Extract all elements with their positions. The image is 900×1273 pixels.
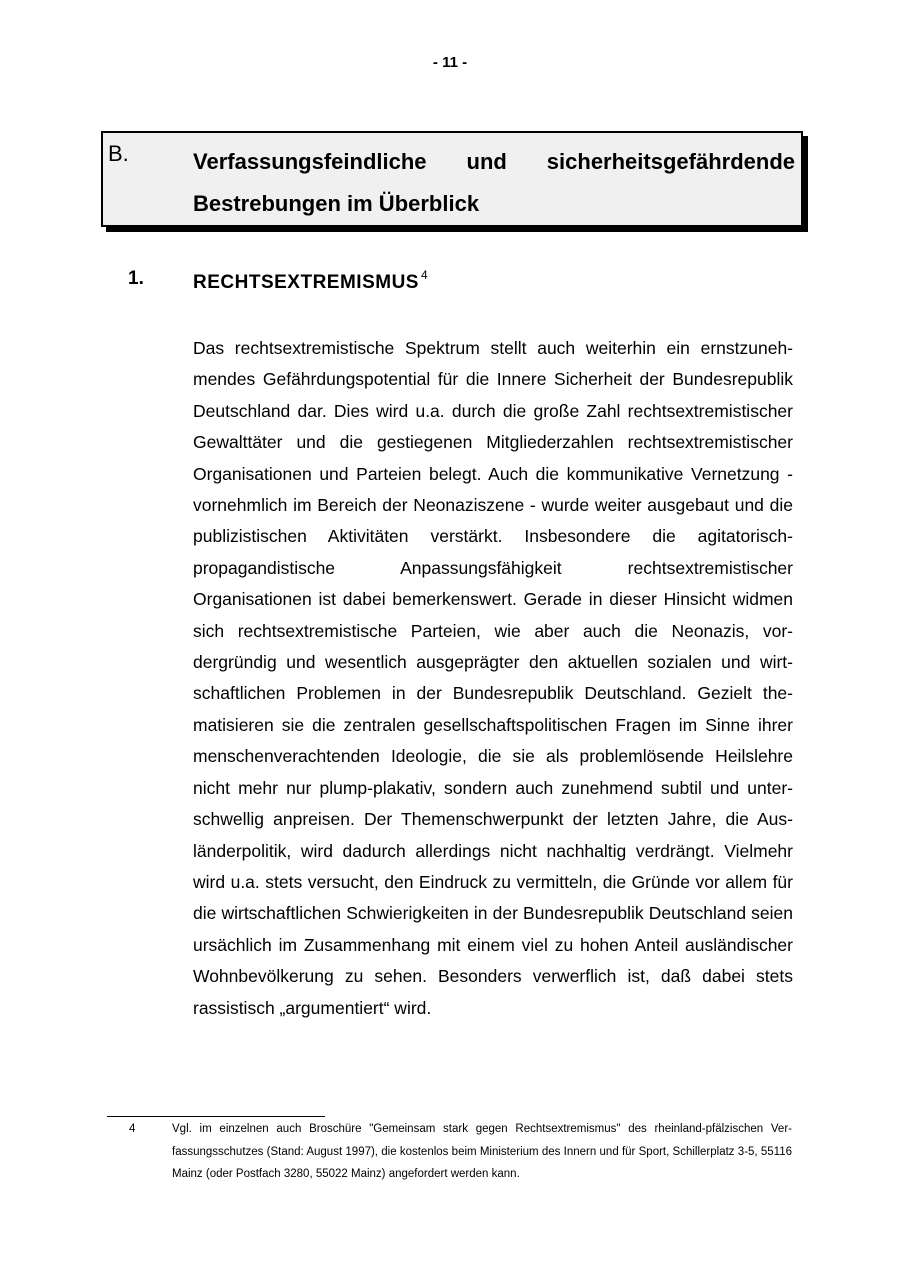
footnote-divider (107, 1116, 325, 1117)
chapter-title-line-2: Bestrebungen im Überblick (193, 191, 480, 216)
section-title (193, 268, 428, 294)
section-title-text: RECHTSEXTREMISMUS (193, 272, 419, 293)
chapter-title-line-1: Verfassungsfeindliche und sicherheitsgefährdende (193, 149, 795, 174)
footnote-number: 4 (129, 1123, 136, 1135)
body-paragraph: Das rechtsextremistische Spektrum stellt auch weiterhin ein ernstzunehmendes Gefährdungspotential für die Innere Sicherheit der Bundesrepublik Deutschland dar. Dies wird u.a. durch die große Zahl rechtsextremistischer Gewalttäter und die gestiegenen Mitgliederzahlen rechtsextremistischer Organisationen und Parteien belegt. Auch die kommunikative Vernetzung - vornehmlich im Bereich der Neonaziszene - wurde weiter ausgebaut und die publizistischen Aktivitäten verstärkt. Insbesondere die agitatorisch-propagandistische Anpassungsfähigkeit rechtsextremistischer Organisationen ist dabei bemerkenswert. Gerade in dieser Hinsicht widmen sich rechtsextremistische Parteien, wie aber auch die Neonazis, vordergründig und wesentlich ausgeprägter den aktuellen sozialen und wirtschaftlichen Problemen in der Bundesrepublik Deutschland. Gezielt thematisieren sie die zentralen gesellschaftspolitischen Fragen im Sinne ihrer menschenverachtenden Ideologie, die sie als problemlösende Heilslehre nicht mehr nur plump-plakativ, sondern auch zunehmend subtil und unterschwellig anpreisen. Der Themenschwerpunkt der letzten Jahre, die Ausländerpolitik, wird dadurch allerdings nicht nachhaltig verdrängt. Vielmehr wird u.a. stets versucht, den Eindruck zu vermitteln, die Gründe vor allem für die wirtschaftlichen Schwierigkeiten in der Bundesrepublik Deutschland seien ursächlich im Zusammenhang mit einem viel zu hohen Anteil ausländischer Wohnbevölkerung zu sehen. Besonders verwerflich ist, daß dabei stets rassistisch „argumentiert“ wird. (193, 338, 793, 1018)
chapter-title (193, 141, 795, 225)
chapter-letter: B. (108, 141, 129, 166)
footnote-text: Vgl. im einzelnen auch Broschüre "Gemeinsam stark gegen Rechtsextremismus" des rheinland-pfälzischen Verfassungsschutzes (Stand: August 1997), die kostenlos beim Ministerium des Innern und für Sport, Schillerplatz 3-5, 55116 Mainz (oder Postfach 3280, 55022 Mainz) angefordert werden kann. (172, 1123, 792, 1180)
page-number: - 11 - (432, 54, 468, 71)
section-number: 1. (128, 268, 144, 289)
section-heading (0, 268, 900, 298)
footnote-reference[interactable]: 4 (420, 268, 429, 282)
chapter-heading-box (101, 131, 803, 227)
